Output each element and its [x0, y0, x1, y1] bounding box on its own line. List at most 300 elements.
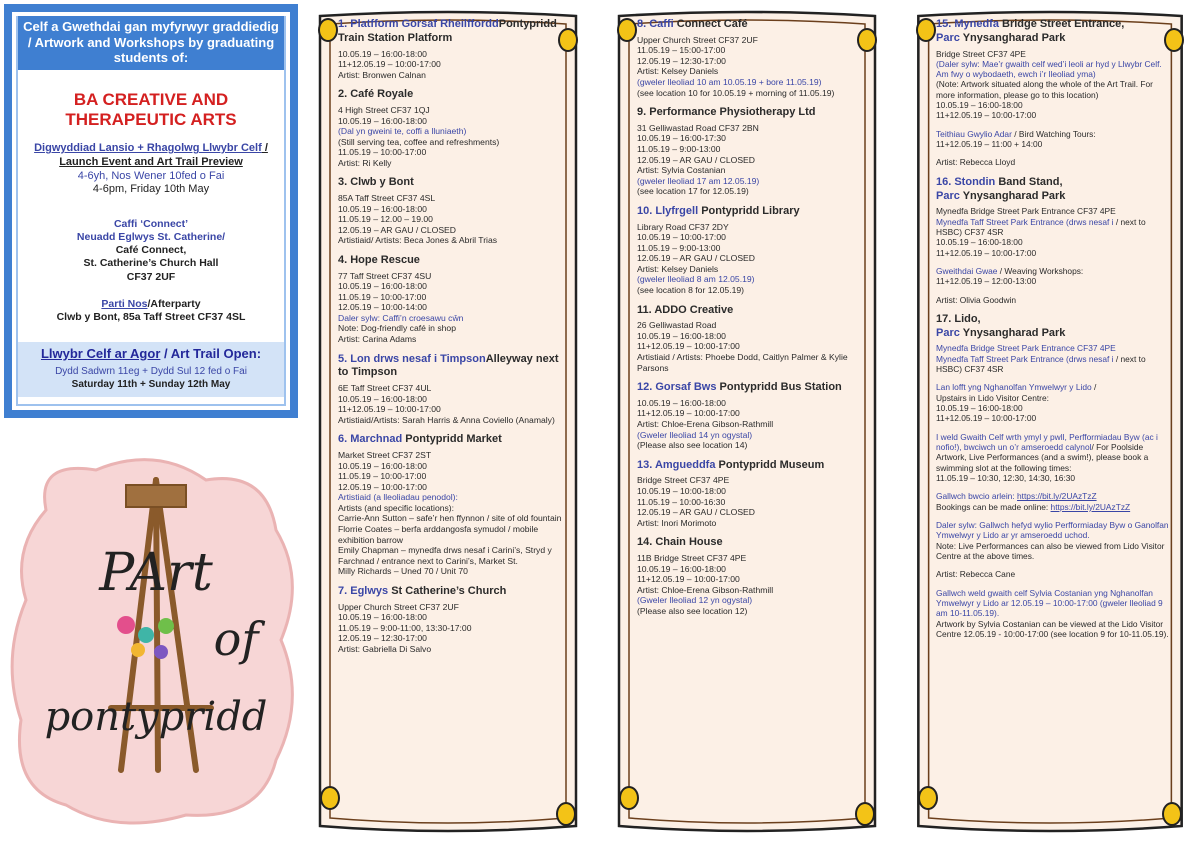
- location-title: [338, 433, 570, 447]
- location-detail-line: [936, 520, 1174, 541]
- location-title: [338, 18, 570, 46]
- heading-english: / Artwork and Workshops by graduating students of:: [27, 34, 275, 66]
- detail-text: 10.05.19 – 10:00-18:00: [637, 485, 726, 496]
- location-title: [338, 88, 570, 102]
- location-detail-line: [338, 292, 570, 303]
- location-detail-line: [637, 66, 869, 77]
- detail-text: 77 Taff Street CF37 4SU: [338, 270, 432, 281]
- location-title-welsh: 1. Platfform Gorsaf Rheilffordd: [338, 18, 499, 30]
- location-list: [637, 18, 869, 624]
- location-title-welsh: 16. Stondin: [936, 175, 996, 188]
- location-detail-line: [637, 486, 869, 497]
- afterparty: Parti Nos/Afterparty Clwb y Bont, 85a Taff Street CF37 4SL: [56, 298, 246, 324]
- detail-text: Artistiaid/ Artists: Beca Jones & Abril Trias: [338, 235, 498, 246]
- location-detail-line: [338, 302, 570, 313]
- location-detail-line: [637, 45, 869, 56]
- detail-text-english: / For Poolside Artwork, Live Performances (and a swim!), please book a swimming slot at the following times:: [936, 442, 1149, 473]
- location-detail-line: [936, 276, 1174, 286]
- location-title-welsh: 8. Caffi: [637, 18, 674, 30]
- location-detail-line: [936, 569, 1174, 579]
- location-detail-line: [637, 222, 869, 233]
- location-detail-line: [637, 352, 869, 373]
- detail-text: 10.05.19 – 16:00-18:00: [338, 48, 427, 59]
- location-entry: [637, 381, 869, 451]
- part-of-pontypridd-logo: [6, 440, 306, 835]
- detail-text: Market Street CF37 2ST: [338, 450, 432, 461]
- location-title: [338, 353, 570, 381]
- detail-text: 11.05.19 – 10:00-17:00: [338, 471, 427, 482]
- logo-of-text: of: [213, 612, 259, 666]
- detail-text: (Gweler lleoliad 12 yn ogystal): [637, 595, 753, 606]
- location-entry: [637, 106, 869, 197]
- detail-text: Note: Live Performances can also be viewed from Lido Visitor Centre at the above times.: [936, 540, 1165, 561]
- location-detail-line: [936, 49, 1174, 59]
- location-title-english: Pontypridd Bus Station: [716, 381, 842, 394]
- location-entry: [637, 304, 869, 374]
- location-detail-line: [637, 606, 869, 617]
- detail-text: 12.05.19 – AR GAU / CLOSED: [338, 224, 456, 235]
- location-title-welsh: 6. Marchnad: [338, 433, 403, 446]
- detail-text: Gallwch bwcio arlein:: [936, 491, 1017, 502]
- detail-text: Florrie Coates – berfa arddangosfa symudol / mobile exhibition barrow: [338, 524, 539, 545]
- detail-text: Artist: Chloe-Erena Gibson-Rathmill: [637, 584, 774, 595]
- location-detail-line: [936, 266, 1174, 276]
- location-detail-line: [338, 450, 570, 461]
- detail-text: Artistiaid/Artists: Sarah Harris & Anna Coviello (Anamaly): [338, 414, 555, 425]
- detail-text: 11.05.19 – 9:00-13:00: [637, 242, 721, 253]
- location-detail-line: [338, 461, 570, 472]
- location-detail-line: [637, 430, 869, 441]
- detail-text: 11.05.19 – 10:00-16:30: [637, 496, 726, 507]
- location-entry: [338, 254, 570, 345]
- detail-text-english: /: [1091, 382, 1097, 393]
- location-detail-line: [338, 623, 570, 634]
- detail-text: (Daler sylw: Mae’r gwaith celf wed’i leoli ar hyd y Llwybr Celf. Am fwy o wybodaeth, ewch i’r lleoliad yma): [936, 58, 1162, 80]
- location-detail-line: [637, 595, 869, 606]
- detail-text: 26 Gelliwastad Road: [637, 320, 717, 331]
- location-detail-line: [936, 483, 1174, 491]
- location-title-english: 17. Lido,: [936, 312, 981, 325]
- location-detail-line: [338, 323, 570, 334]
- detail-text: Artist: Sylvia Costanian: [637, 165, 726, 176]
- detail-text: Artist: Kelsey Daniels: [637, 66, 719, 77]
- location-detail-line: [936, 393, 1174, 403]
- location-detail-line: [637, 232, 869, 243]
- location-entry: [338, 585, 570, 655]
- location-title-english: Band Stand,: [995, 175, 1063, 188]
- detail-text: Artists (and specific locations):: [338, 502, 455, 513]
- detail-text: 11+12.05.19 – 10:00-17:00: [936, 413, 1037, 424]
- detail-text: Carrie-Ann Sutton – safe’r hen ffynnon / site of old fountain: [338, 513, 562, 524]
- location-title: [338, 585, 570, 599]
- scroll-curl-icon: [1162, 802, 1182, 826]
- heading-welsh: Celf a Gwethdai gan myfyrwyr graddiedig: [23, 19, 279, 34]
- location-title: [637, 205, 869, 219]
- location-detail-line: [936, 580, 1174, 588]
- detail-text: Artist: Bronwen Calnan: [338, 69, 426, 80]
- location-detail-line: [936, 59, 1174, 80]
- location-detail-line: [936, 217, 1174, 238]
- launch-event: Digwyddiad Lansio + Rhagolwg Llwybr Celf / Launch Event and Art Trail Preview 4-6yh, Nos Wener 10fed o Fai 4-6pm, Friday 10th May: [34, 142, 268, 196]
- location-title-welsh: Parc: [936, 326, 960, 339]
- detail-text: Artist: Ri Kelly: [338, 157, 392, 168]
- location-detail-line: [637, 553, 869, 564]
- detail-text: (gweler lleoliad 10 am 10.05.19 + bore 11.05.19): [637, 77, 822, 87]
- location-detail-line: [637, 243, 869, 254]
- detail-text: Library Road CF37 2DY: [637, 221, 729, 232]
- location-entry: [338, 353, 570, 426]
- location-detail-line: [338, 524, 570, 545]
- location-entry: [936, 313, 1174, 639]
- detail-text: Daler sylw: Caffi’n croesawu cŵn: [338, 312, 464, 323]
- location-detail-line: [637, 320, 869, 331]
- detail-text: 11+12.05.19 – 10:00-17:00: [637, 408, 740, 419]
- detail-text: 12.05.19 – AR GAU / CLOSED: [637, 253, 755, 264]
- location-title-english: Ynysangharad Park: [959, 31, 1066, 44]
- location-detail-line: [338, 602, 570, 613]
- location-detail-line: [338, 158, 570, 169]
- location-entry: [936, 18, 1174, 168]
- detail-text-english: / Weaving Workshops:: [997, 265, 1084, 276]
- location-detail-line: [338, 334, 570, 345]
- location-list: [338, 18, 570, 662]
- location-title-english: Connect Café: [673, 18, 748, 30]
- detail-text: 11B Bridge Street CF37 4PE: [637, 552, 747, 563]
- location-detail-line: [338, 235, 570, 246]
- detail-text: 11+12.05.19 – 10:00-17:00: [338, 404, 441, 415]
- detail-text: (Gweler lleoliad 14 yn ogystal): [637, 429, 753, 440]
- location-detail-line: [637, 77, 869, 88]
- detail-text: 11+12.05.19 – 10:00-17:00: [936, 247, 1037, 258]
- location-detail-line: [637, 264, 869, 275]
- location-detail-line: [338, 633, 570, 644]
- location-title-welsh: 5. Lon drws nesaf i Timpson: [338, 352, 486, 365]
- location-detail-line: [936, 139, 1174, 149]
- detail-text: 10.05.19 – 16:00-17:30: [637, 133, 726, 144]
- location-detail-line: [338, 70, 570, 81]
- location-detail-line: [637, 507, 869, 518]
- detail-text: 11.05.19 – 10:00-17:00: [338, 147, 427, 158]
- detail-text: 85A Taff Street CF37 4SL: [338, 193, 436, 204]
- location-title-english: 11. ADDO Creative: [637, 303, 734, 316]
- location-detail-line: [936, 502, 1174, 512]
- detail-text: Upper Church Street CF37 2UF: [338, 601, 459, 612]
- detail-text: 12.05.19 – 12:30-17:00: [338, 633, 427, 644]
- detail-text: Upstairs in Lido Visitor Centre:: [936, 392, 1049, 403]
- detail-text: 11.05.19 – 15:00-17:00: [637, 45, 726, 56]
- location-detail-line: [936, 382, 1174, 392]
- location-detail-line: [936, 619, 1174, 640]
- location-detail-line: [637, 564, 869, 575]
- detail-text: Mynedfa Taff Street Park Entrance (drws nesaf i: [936, 353, 1114, 364]
- detail-text: Milly Richards – Uned 70 / Unit 70: [338, 566, 468, 577]
- location-detail-line: [637, 497, 869, 508]
- art-trail-open: Llwybr Celf ar Agor / Art Trail Open: Dydd Sadwrn 11eg + Dydd Sul 12 fed o Fai Saturday 11th + Sunday 12th May: [18, 342, 284, 397]
- location-title: [637, 459, 869, 473]
- location-title-english: 3. Clwb y Bont: [338, 176, 414, 189]
- location-detail-line: [338, 116, 570, 127]
- location-title-english: 2. Café Royale: [338, 88, 414, 101]
- booking-link[interactable]: https://bit.ly/2UAzTzZ: [1050, 501, 1131, 512]
- location-title: [338, 176, 570, 190]
- scroll-curl-icon: [617, 18, 637, 42]
- location-detail-line: [637, 285, 869, 296]
- location-detail-line: [637, 144, 869, 155]
- detail-text: Artist: Gabriella Di Salvo: [338, 643, 432, 654]
- location-detail-line: [338, 313, 570, 324]
- detail-text: 12.05.19 – 10:00-17:00: [338, 481, 427, 492]
- location-detail-line: [936, 413, 1174, 423]
- logo-pontypridd-text: pontypridd: [44, 694, 268, 740]
- detail-text: Gweithdai Gwae: [936, 265, 998, 276]
- location-detail-line: [338, 404, 570, 415]
- location-entry: [936, 176, 1174, 305]
- location-detail-line: [637, 133, 869, 144]
- detail-text: 11+12.05.19 – 10:00-17:00: [338, 59, 441, 70]
- location-title-welsh: 7. Eglwys: [338, 584, 389, 597]
- detail-text: Artist: Carina Adams: [338, 334, 417, 344]
- location-title: [936, 18, 1174, 46]
- location-detail-line: [338, 513, 570, 524]
- location-detail-line: [936, 424, 1174, 432]
- detail-text: 12.05.19 – AR GAU / CLOSED: [637, 507, 755, 518]
- location-detail-line: [637, 176, 869, 187]
- location-detail-line: [637, 186, 869, 197]
- detail-text: Mynedfa Bridge Street Park Entrance CF37 4PE: [936, 206, 1116, 217]
- location-detail-line: [936, 100, 1174, 110]
- location-detail-line: [637, 88, 869, 99]
- location-detail-line: [338, 59, 570, 70]
- detail-text: Teithiau Gwylio Adar: [936, 128, 1012, 139]
- location-detail-line: [637, 35, 869, 46]
- location-detail-line: [637, 155, 869, 166]
- detail-text: 31 Gelliwastad Road CF37 2BN: [637, 122, 759, 133]
- location-detail-line: [637, 440, 869, 451]
- location-detail-line: [338, 126, 570, 137]
- location-detail-line: [338, 193, 570, 204]
- location-detail-line: [637, 408, 869, 419]
- scroll-curl-icon: [320, 786, 340, 810]
- detail-text: (Still serving tea, coffee and refreshments): [338, 136, 500, 147]
- detail-text: Note: Dog-friendly café in shop: [338, 323, 456, 334]
- detail-text: Bookings can be made online:: [936, 501, 1051, 512]
- location-entry: [637, 18, 869, 98]
- location-title-english: 14. Chain House: [637, 536, 723, 549]
- detail-text: 11.05.19 – 9:00-13:00: [637, 144, 721, 154]
- location-title-english: Alleyway next to Timpson: [338, 352, 559, 379]
- location-title-english: St Catherine’s Church: [388, 584, 507, 597]
- location-title-english: Pontypridd Train Station Platform: [338, 18, 557, 44]
- detail-text: Artist: Rebecca Lloyd: [936, 157, 1016, 168]
- detail-text: 10.05.19 – 16:00-18:00: [936, 100, 1023, 111]
- location-title-welsh: Parc: [936, 189, 960, 202]
- location-title-english: 4. Hope Rescue: [338, 253, 420, 266]
- location-title: [637, 106, 869, 120]
- location-detail-line: [936, 541, 1174, 562]
- location-detail-line: [936, 287, 1174, 295]
- location-detail-line: [338, 471, 570, 482]
- location-title-english: Pontypridd Library: [698, 204, 800, 217]
- detail-text: 11+12.05.19 – 10:00-17:00: [637, 574, 740, 585]
- location-detail-line: [936, 258, 1174, 266]
- detail-text: 10.05.19 – 16:00-18:00: [338, 460, 427, 471]
- detail-text: (Please also see location 12): [637, 605, 748, 616]
- location-detail-line: [637, 123, 869, 134]
- location-detail-line: [637, 56, 869, 67]
- logo-artwork: [6, 440, 306, 835]
- detail-text: (see location 10 for 10.05.19 + morning of 11.05.19): [637, 87, 835, 98]
- detail-text: (Dal yn gweini te, coffi a lluniaeth): [338, 126, 467, 137]
- location-entry: [637, 536, 869, 616]
- location-detail-line: [936, 110, 1174, 120]
- scroll-curl-icon: [619, 786, 639, 810]
- location-title-english: Pontypridd Market: [402, 433, 502, 446]
- location-detail-line: [637, 518, 869, 529]
- location-detail-line: [936, 149, 1174, 157]
- location-detail-line: [936, 129, 1174, 139]
- detail-text: I weld Gwaith Celf wrth ymyl y pwll, Perfformiadau Byw (ac i nofio!), bwciwch un o’r amseroedd calynol: [936, 431, 1158, 453]
- location-detail-line: [936, 561, 1174, 569]
- location-title-english: Pontypridd Museum: [715, 458, 825, 471]
- detail-text: (gweler lleoliad 8 am 12.05.19): [637, 274, 755, 285]
- detail-text: Lan lofft yng Nghanolfan Ymwelwyr y Lido: [936, 382, 1092, 393]
- detail-text: 10.05.19 – 16:00-18:00: [338, 203, 427, 214]
- detail-text: 10.05.19 – 16:00-18:00: [338, 612, 427, 623]
- location-detail-line: [338, 383, 570, 394]
- detail-text: 10.05.19 – 16:00-18:00: [936, 403, 1023, 414]
- scroll-column-1: [308, 6, 588, 838]
- location-detail-line: [338, 492, 570, 503]
- detail-text: Artistiaid (a lleoliadau penodol):: [338, 492, 458, 503]
- location-detail-line: [338, 271, 570, 282]
- detail-text: Artist: Rebecca Cane: [936, 569, 1016, 580]
- detail-text: Artwork by Sylvia Costanian can be viewed at the Lido Visitor Centre 12.05.19 - 10:00-17:00 (see location 9 for 10-11.05.19).: [936, 618, 1169, 639]
- location-detail-line: [936, 79, 1174, 100]
- detail-text: Daler sylw: Gallwch hefyd wylio Perfformiaday Byw o Ganolfan Ymwelwyr y Lido ar yr amseroedd uchod.: [936, 520, 1169, 541]
- detail-text: 10.05.19 – 16:00-18:00: [637, 330, 726, 341]
- location-detail-line: [936, 343, 1174, 353]
- detail-text: Mynedfa Taff Street Park Entrance (drws nesaf i: [936, 216, 1114, 227]
- detail-text: 6E Taff Street CF37 4UL: [338, 383, 432, 394]
- detail-text: 10.05.19 – 16:00-18:00: [338, 393, 427, 404]
- location-entry: [338, 176, 570, 246]
- detail-text: (see location 17 for 12.05.19): [637, 186, 749, 197]
- location-detail-line: [936, 157, 1174, 167]
- location-detail-line: [338, 644, 570, 655]
- detail-text: (Please also see location 14): [637, 440, 748, 451]
- location-detail-line: [637, 274, 869, 285]
- detail-text-english: / next to HSBC) CF37 4SR: [936, 353, 1146, 375]
- location-detail-line: [936, 403, 1174, 413]
- detail-text: (Note: Artwork situated along the whole of the Art Trail. For more information, please go to this location): [936, 79, 1153, 100]
- location-detail-line: [936, 121, 1174, 129]
- location-detail-line: [637, 341, 869, 352]
- location-detail-line: [936, 206, 1174, 216]
- location-entry: [338, 88, 570, 168]
- location-title-welsh: 12. Gorsaf Bws: [637, 381, 717, 394]
- location-title-welsh: Parc: [936, 31, 960, 44]
- detail-text: 10.05.19 – 10:00-17:00: [637, 232, 726, 243]
- detail-text: 10.05.19 – 16:00-18:00: [338, 115, 427, 126]
- location-detail-line: [936, 432, 1174, 473]
- scroll-column-3: [906, 6, 1194, 838]
- detail-text: Artistiaid / Artists: Phoebe Dodd, Caitlyn Palmer & Kylie Parsons: [637, 351, 848, 373]
- detail-text: 4 High Street CF37 1QJ: [338, 104, 430, 115]
- location-detail-line: [338, 415, 570, 426]
- detail-text: Artist: Olivia Goodwin: [936, 294, 1017, 305]
- scroll-curl-icon: [556, 802, 576, 826]
- detail-text: Gallwch weld gwaith celf Sylvia Costanian yng Nghanolfan Ymwelwyr y Lido ar 12.05.19 – 10:00-17:00 (gweler lleoliad 9 am 10-11.05.19).: [936, 587, 1163, 619]
- location-detail-line: [637, 585, 869, 596]
- location-title: [936, 176, 1174, 204]
- location-title-welsh: 13. Amgueddfa: [637, 458, 716, 471]
- location-detail-line: [338, 394, 570, 405]
- detail-text: 11+12.05.19 – 10:00-17:00: [936, 110, 1037, 121]
- location-detail-line: [338, 503, 570, 514]
- location-detail-line: [936, 588, 1174, 619]
- booking-link[interactable]: https://bit.ly/2UAzTzZ: [1017, 491, 1097, 502]
- location-title: [637, 18, 869, 32]
- location-detail-line: [338, 482, 570, 493]
- detail-text: 11.05.19 – 10:00-17:00: [338, 291, 427, 302]
- location-detail-line: [338, 147, 570, 158]
- scroll-column-2: [607, 6, 887, 838]
- location-detail-line: [338, 545, 570, 566]
- scroll-curl-icon: [918, 786, 938, 810]
- location-detail-line: [637, 165, 869, 176]
- location-detail-line: [936, 473, 1174, 483]
- detail-text: 11.05.19 – 12.00 – 19.00: [338, 214, 433, 225]
- location-title-welsh: 10. Llyfrgell: [637, 204, 699, 217]
- location-detail-line: [338, 49, 570, 60]
- detail-text-english: / next to HSBC) CF37 4SR: [936, 216, 1146, 237]
- scroll-curl-icon: [916, 18, 936, 42]
- location-detail-line: [936, 237, 1174, 247]
- location-detail-line: [936, 512, 1174, 520]
- detail-text: Bridge Street CF37 4PE: [637, 475, 730, 486]
- location-detail-line: [338, 566, 570, 577]
- detail-text: Upper Church Street CF37 2UF: [637, 34, 758, 45]
- detail-text: 11+12.05.19 – 12:00-13:00: [936, 276, 1037, 287]
- detail-text: 10.05.19 – 16:00-18:00: [637, 397, 726, 408]
- location-detail-line: [338, 214, 570, 225]
- detail-text: 10.05.19 – 16:00-18:00: [637, 563, 726, 574]
- logo-part-text: PArt: [99, 543, 213, 603]
- location-detail-line: [637, 574, 869, 585]
- location-title-english: Bridge Street Entrance,: [998, 18, 1125, 30]
- location-title: [637, 381, 869, 395]
- detail-text: Artist: Kelsey Daniels: [637, 263, 719, 274]
- detail-text: Emily Chapman – mynedfa drws nesaf i Carini’s, Stryd y Farchnad / entrance next to Carini’s, Market St.: [338, 545, 552, 566]
- location-title-english: Ynysangharad Park: [959, 189, 1066, 202]
- detail-text: 12.05.19 – 10:00-14:00: [338, 302, 427, 313]
- course-title: BA CREATIVE AND THERAPEUTIC ARTS: [65, 90, 237, 130]
- location-list: [936, 18, 1174, 647]
- location-detail-line: [936, 491, 1174, 501]
- detail-text: (see location 8 for 12.05.19): [637, 284, 745, 295]
- location-entry: [637, 205, 869, 296]
- location-title-english: Ynysangharad Park: [959, 326, 1066, 339]
- location-detail-line: [936, 295, 1174, 305]
- detail-text: 11.05.19 – 10:30, 12:30, 14:30, 16:30: [936, 473, 1076, 484]
- detail-text: 12.05.19 – AR GAU / CLOSED: [637, 154, 755, 165]
- location-title-english: 9. Performance Physiotherapy Ltd: [637, 106, 816, 119]
- location-title: [338, 254, 570, 268]
- info-heading: [18, 16, 284, 70]
- detail-text-english: / Bird Watching Tours:: [1011, 128, 1096, 139]
- location-detail-line: [338, 225, 570, 236]
- location-entry: [338, 433, 570, 577]
